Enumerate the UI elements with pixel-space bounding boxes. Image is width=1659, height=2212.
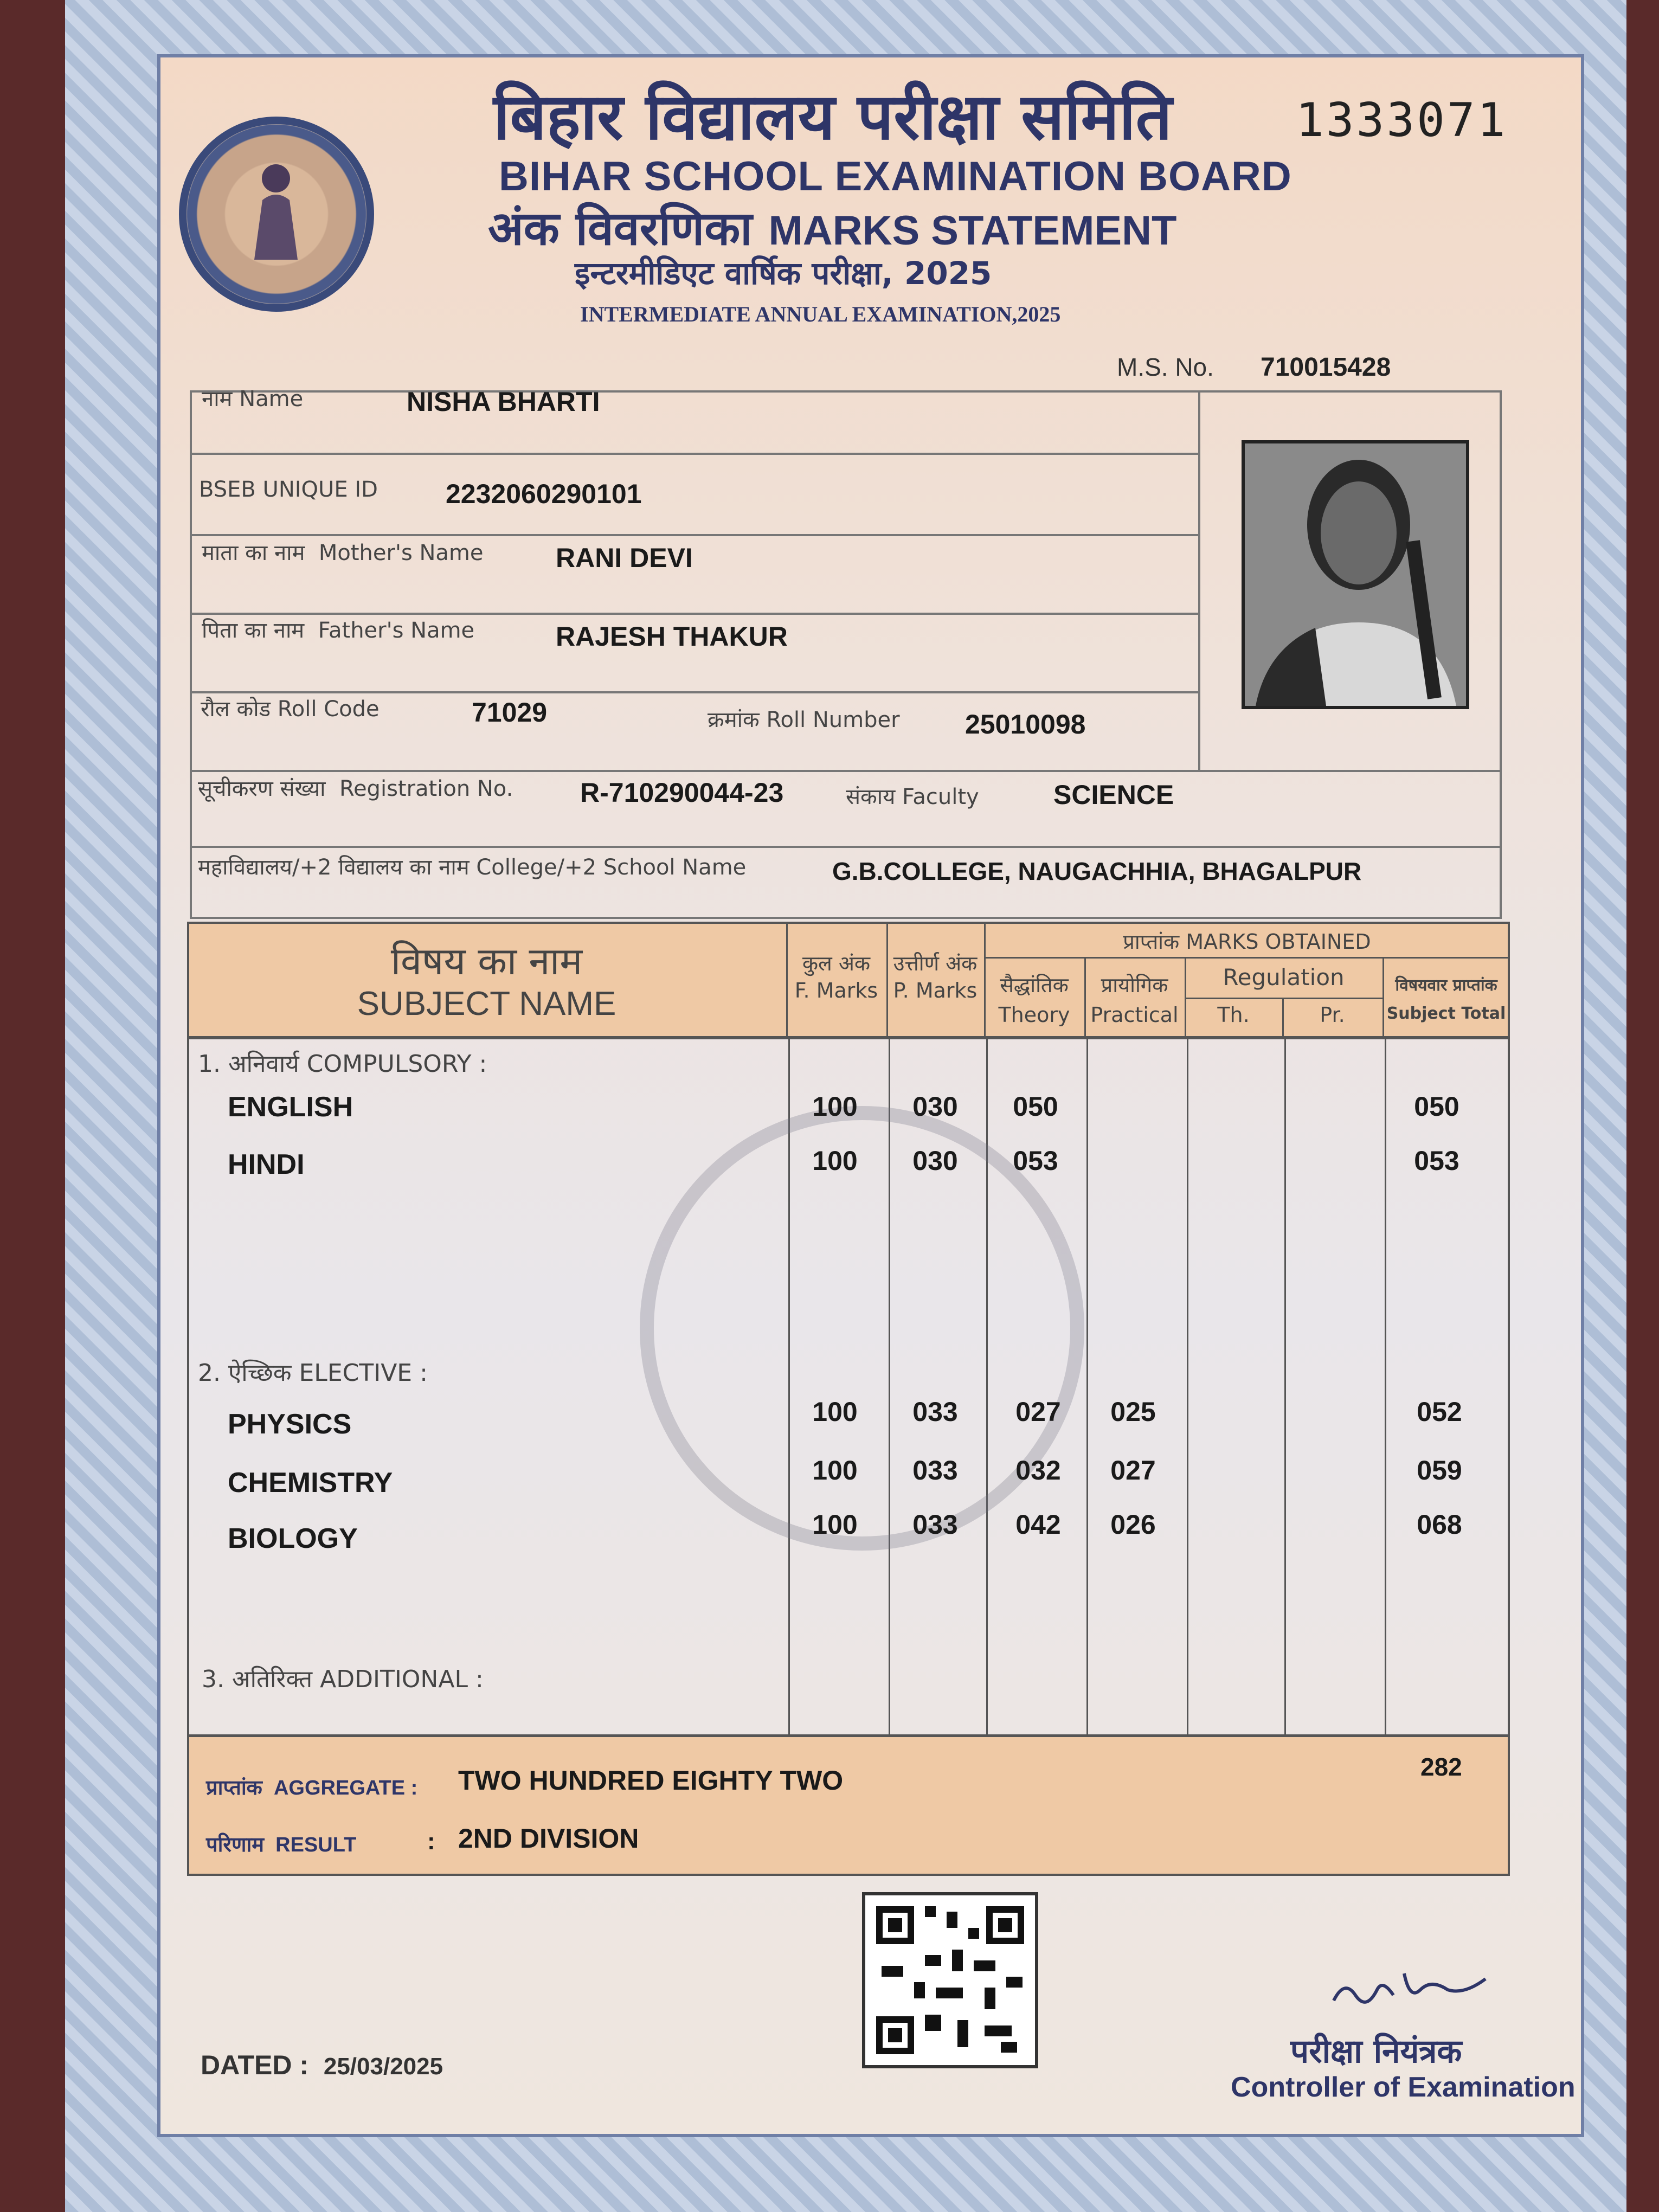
regulation-practical-header: Pr. bbox=[1320, 1003, 1345, 1027]
pass-marks: 030 bbox=[912, 1091, 958, 1122]
statement-title bbox=[488, 195, 1176, 259]
seal-figure-icon bbox=[235, 157, 317, 265]
ms-no-value: 710015428 bbox=[1261, 353, 1391, 382]
controller-title-hindi: परीक्षा नियंत्रक bbox=[1290, 2033, 1462, 2070]
pass-marks: 033 bbox=[912, 1455, 958, 1486]
divider bbox=[190, 770, 1502, 772]
father-name: RAJESH THAKUR bbox=[556, 621, 788, 652]
divider bbox=[1084, 957, 1086, 1038]
subject-name-header: SUBJECT NAME bbox=[357, 985, 616, 1023]
qr-code-icon bbox=[865, 1895, 1035, 2065]
qr-code[interactable] bbox=[862, 1892, 1038, 2068]
divider bbox=[1185, 957, 1186, 1038]
roll-number-label: क्रमांक Roll Number bbox=[708, 708, 900, 732]
practical-marks: 026 bbox=[1110, 1509, 1156, 1540]
subject-total: 068 bbox=[1417, 1509, 1462, 1540]
regulation-header: Regulation bbox=[1223, 964, 1345, 991]
student-name: NISHA BHARTI bbox=[407, 387, 600, 417]
bseb-unique-id: 2232060290101 bbox=[446, 479, 642, 509]
practical-header-hindi: प्रायोगिक bbox=[1101, 973, 1168, 997]
divider bbox=[1187, 1039, 1188, 1734]
divider bbox=[984, 922, 986, 1038]
college-label: महाविद्यालय/+2 विद्यालय का नाम College/+2 School Name bbox=[198, 855, 747, 880]
college-name: G.B.COLLEGE, NAUGACHHIA, BHAGALPUR bbox=[832, 857, 1362, 885]
divider bbox=[1086, 1039, 1088, 1734]
full-marks: 100 bbox=[812, 1455, 858, 1486]
subject-total: 052 bbox=[1417, 1397, 1462, 1427]
aggregate-in-words: TWO HUNDRED EIGHTY TWO bbox=[458, 1765, 844, 1796]
registration-no: R-710290044-23 bbox=[580, 777, 784, 808]
statement-title-english: MARKS STATEMENT bbox=[768, 208, 1177, 254]
subject-name: HINDI bbox=[228, 1149, 305, 1180]
name-label: नाम Name bbox=[202, 387, 304, 411]
board-seal-logo bbox=[179, 117, 374, 312]
statement-title-hindi: अंक विवरणिका bbox=[488, 202, 753, 256]
full-marks-header-hindi: कुल अंक bbox=[802, 951, 871, 975]
roll-code-label: रौल कोड Roll Code bbox=[201, 697, 380, 722]
subject-name-header-hindi: विषय का नाम bbox=[390, 939, 583, 983]
pass-marks-header: P. Marks bbox=[893, 979, 978, 1002]
serial-number: 1333071 bbox=[1296, 93, 1508, 147]
ms-no-label: M.S. No. bbox=[1117, 353, 1214, 381]
divider bbox=[1385, 1039, 1386, 1734]
subject-total: 050 bbox=[1414, 1091, 1459, 1122]
board-title-english: BIHAR SCHOOL EXAMINATION BOARD bbox=[499, 153, 1292, 200]
full-marks: 100 bbox=[812, 1397, 858, 1427]
roll-code: 71029 bbox=[472, 697, 548, 728]
aggregate-total: 282 bbox=[1420, 1753, 1462, 1781]
student-photo bbox=[1242, 440, 1469, 709]
roll-number: 25010098 bbox=[965, 709, 1086, 740]
subject-name: BIOLOGY bbox=[228, 1523, 358, 1554]
pass-marks-header-hindi: उत्तीर्ण अंक bbox=[893, 951, 978, 975]
uid-label: BSEB UNIQUE ID bbox=[199, 477, 378, 502]
divider bbox=[1382, 957, 1384, 1038]
registration-label: सूचीकरण संख्या Registration No. bbox=[198, 776, 513, 801]
theory-marks: 053 bbox=[1013, 1146, 1058, 1176]
divider bbox=[786, 922, 788, 1038]
divider bbox=[1282, 998, 1284, 1038]
board-title-hindi: बिहार विद्यालय परीक्षा समिति bbox=[493, 79, 1172, 154]
divider bbox=[1284, 1039, 1286, 1734]
exam-title-hindi: इन्टरमीडिएट वार्षिक परीक्षा, 2025 bbox=[575, 255, 992, 292]
full-marks: 100 bbox=[812, 1146, 858, 1176]
mother-name-label: माता का नाम Mother's Name bbox=[202, 541, 484, 565]
father-name-label: पिता का नाम Father's Name bbox=[202, 618, 475, 643]
result-label: परिणाम RESULT bbox=[206, 1832, 357, 1856]
practical-marks: 025 bbox=[1110, 1397, 1156, 1427]
full-marks-header: F. Marks bbox=[794, 979, 878, 1002]
full-marks: 100 bbox=[812, 1509, 858, 1540]
subject-total-header: Subject Total bbox=[1386, 1004, 1506, 1023]
theory-header: Theory bbox=[998, 1003, 1070, 1027]
practical-marks: 027 bbox=[1110, 1455, 1156, 1486]
subject-total: 059 bbox=[1417, 1455, 1462, 1486]
marks-obtained-header: प्राप्तांक MARKS OBTAINED bbox=[1123, 930, 1371, 954]
subject-total-header-hindi: विषयवार प्राप्तांक bbox=[1395, 976, 1497, 995]
controller-title-english: Controller of Examination bbox=[1231, 2072, 1576, 2103]
divider bbox=[190, 453, 1199, 455]
elective-section-label: 2. ऐच्छिक ELECTIVE : bbox=[198, 1359, 428, 1387]
full-marks: 100 bbox=[812, 1091, 858, 1122]
aggregate-box bbox=[187, 1735, 1510, 1876]
theory-marks: 050 bbox=[1013, 1091, 1058, 1122]
pass-marks: 030 bbox=[912, 1146, 958, 1176]
practical-header: Practical bbox=[1090, 1003, 1179, 1027]
controller-signature-icon bbox=[1323, 1957, 1496, 2022]
compulsory-section-label: 1. अनिवार्य COMPULSORY : bbox=[198, 1050, 487, 1078]
subject-name: PHYSICS bbox=[228, 1409, 352, 1440]
result-separator: : bbox=[427, 1828, 435, 1855]
subject-total: 053 bbox=[1414, 1146, 1459, 1176]
mother-name: RANI DEVI bbox=[556, 543, 693, 573]
exam-title-english: INTERMEDIATE ANNUAL EXAMINATION,2025 bbox=[580, 302, 1061, 326]
result-division: 2ND DIVISION bbox=[458, 1823, 639, 1854]
divider bbox=[190, 534, 1199, 536]
subject-name: CHEMISTRY bbox=[228, 1467, 393, 1499]
pass-marks: 033 bbox=[912, 1509, 958, 1540]
divider bbox=[190, 846, 1502, 848]
theory-marks: 032 bbox=[1015, 1455, 1061, 1486]
faculty: SCIENCE bbox=[1053, 780, 1174, 810]
additional-section-label: 3. अतिरिक्त ADDITIONAL : bbox=[202, 1666, 484, 1693]
student-photo-icon bbox=[1245, 443, 1466, 706]
theory-marks: 042 bbox=[1015, 1509, 1061, 1540]
regulation-theory-header: Th. bbox=[1217, 1003, 1250, 1027]
theory-header-hindi: सैद्धांतिक bbox=[1000, 973, 1069, 997]
theory-marks: 027 bbox=[1015, 1397, 1061, 1427]
divider bbox=[1198, 390, 1200, 770]
faculty-label: संकाय Faculty bbox=[846, 785, 979, 809]
subject-name: ENGLISH bbox=[228, 1091, 353, 1123]
divider bbox=[984, 957, 1510, 959]
divider bbox=[886, 922, 888, 1038]
aggregate-label: प्राप्तांक AGGREGATE : bbox=[206, 1776, 418, 1799]
pass-marks: 033 bbox=[912, 1397, 958, 1427]
date-of-issue: DATED : 25/03/2025 bbox=[201, 2050, 443, 2080]
